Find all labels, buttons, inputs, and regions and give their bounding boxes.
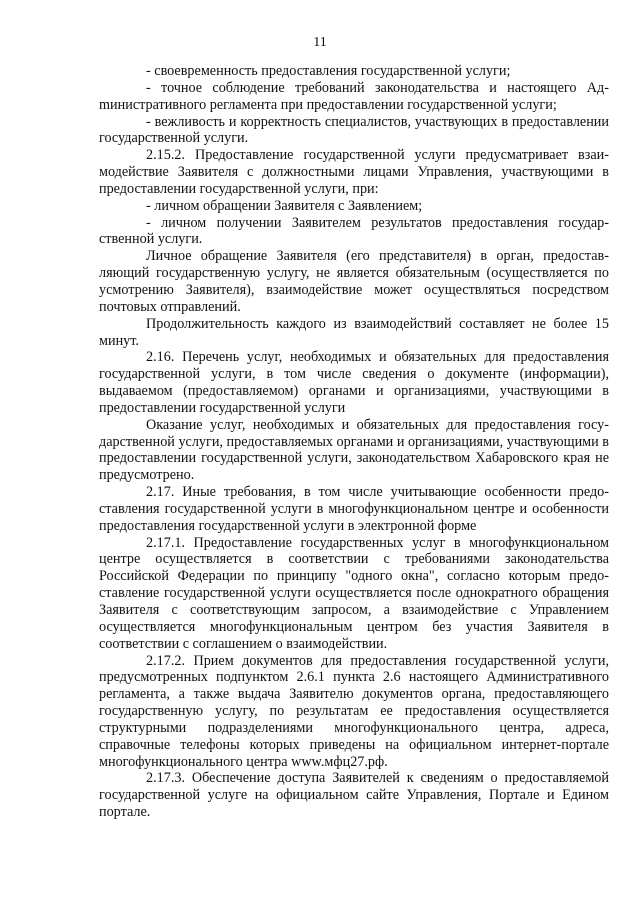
paragraph-duration: Продолжительность каждого из взаимодействий составляет не более 15 минут. — [99, 315, 609, 349]
paragraph-personal-receipt: - личном получении Заявителем результатов предоставления государственной услуги. — [99, 214, 609, 248]
paragraph-2-17: 2.17. Иные требования, в том числе учитывающие особенности предоставления государственной услуги в многофункциональном центре и особенности предоставления государственной услуги в электронной форме — [99, 484, 609, 534]
page-number: 11 — [313, 35, 327, 50]
paragraph-courtesy: - вежливость и корректность специалистов, участвующих в предоставлении государственной услуги. — [99, 113, 609, 147]
document-body — [99, 63, 609, 821]
paragraph-2-16: 2.16. Перечень услуг, необходимых и обязательных для предоставления государственной услуги, в том числе сведения о документе (информации), выдаваемом (предоставляемом) органами и организациями, участвующими в предоставлении государственной услуги — [99, 349, 609, 416]
paragraph-2-15-2: 2.15.2. Предоставление государственной услуги предусматривает взаимодействие Заявителя с должностными лицами Управления, участвующими в предоставлении государственной услуги, при: — [99, 147, 609, 197]
paragraph-personal-request: - личном обращении Заявителя с Заявлением; — [146, 197, 423, 214]
paragraph-personal-appeal: Личное обращение Заявителя (его представителя) в орган, предоставляющий государственную услугу, не является обязательным (осуществляется по усмотрению Заявителя), взаимодействие может осуществляться посредством почтовых отправлений. — [99, 248, 609, 315]
paragraph-services-not-provided: Оказание услуг, необходимых и обязательных для предоставления государственной услуги, предоставляемых органами и организациями, участвующими в предоставлении государственной услуги, законодательством Хабаровского края не предусмотрено. — [99, 416, 609, 484]
paragraph-2-17-3: 2.17.3. Обеспечение доступа Заявителей к сведениям о предоставляемой государственной услуге на официальном сайте Управления, Портале и Едином портале. — [99, 770, 609, 821]
paragraph-compliance: - точное соблюдение требований законодательства и настоящего Адmинистративного регламента при предоставлении государственной услуги; — [99, 79, 609, 113]
paragraph-2-17-2: 2.17.2. Прием документов для предоставления государственной услуги, предусмотренных подпунктом 2.6.1 пункта 2.6 настоящего Административного регламента, а также выдача Заявителю документов органа, предоставляющего государственную услугу, по результатам ее предоставления осуществляется структурными подразделениями многофункционального центра, адреса, справочные телефоны которых приведены на официальном интернет-портале многофункционального центра www.мфц27.рф. — [99, 652, 609, 770]
paragraph-2-17-1: 2.17.1. Предоставление государственных услуг в многофункциональном центре осуществляется в соответствии с требованиями законодательства Российской Федерации по принципу "одного окна", согласно которым предоставление государственной услуги осуществляется после однократного обращения Заявителя с соответствующим запросом, а взаимодействие с Управлением осуществляется многофункциональным центром без участия Заявителя в соответствии с соглашением о взаимодействии. — [99, 534, 609, 652]
paragraph-timeliness: - своевременность предоставления государственной услуги; — [146, 63, 511, 79]
